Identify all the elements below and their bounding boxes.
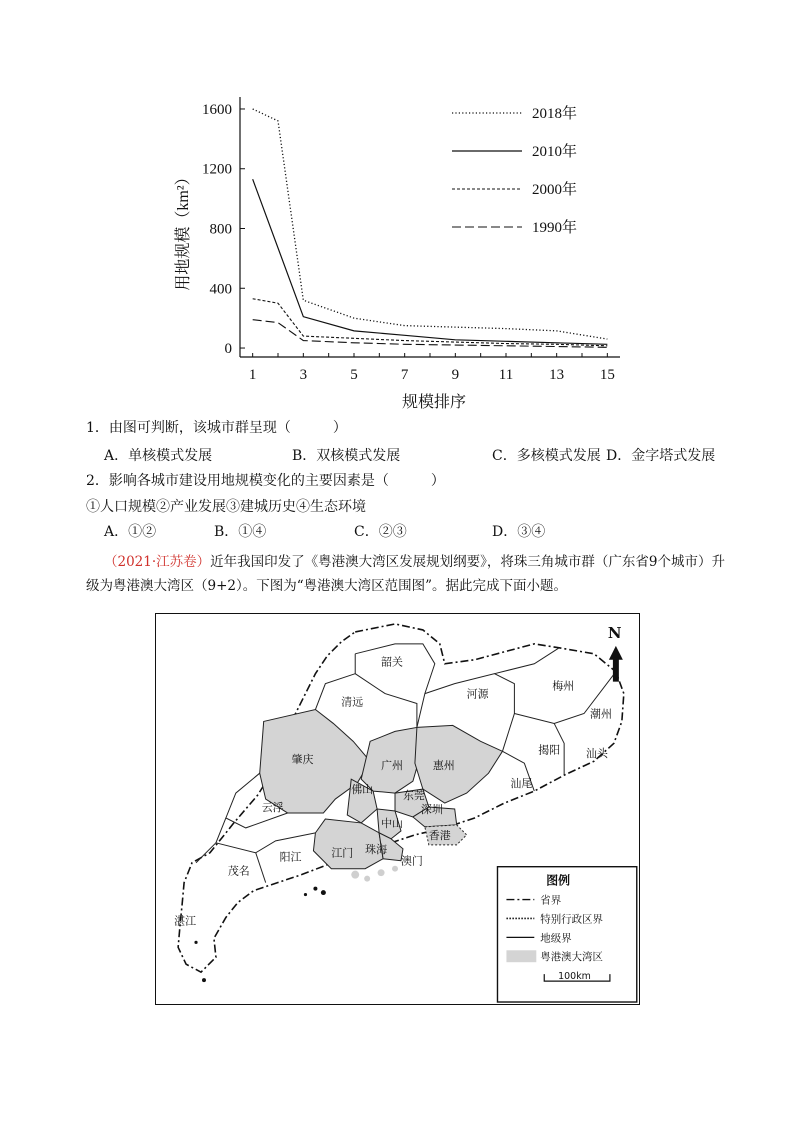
q1-option-d: D．金字塔式发展 bbox=[606, 448, 716, 464]
city-label-macao: 澳门 bbox=[400, 854, 423, 868]
question-1-stem: 1．由图可判断，该城市群呈现（ ） bbox=[86, 420, 347, 436]
q2-option-d: D．③④ bbox=[492, 524, 546, 540]
q1-option-c: C．多核模式发展 bbox=[492, 448, 601, 464]
city-label-hongkong: 香港 bbox=[428, 828, 451, 842]
north-label: N bbox=[607, 623, 622, 642]
city-label-shenzhen: 深圳 bbox=[420, 802, 443, 816]
city-label-zhanjiang: 湛江 bbox=[174, 914, 197, 928]
city-label-guangzhou: 广州 bbox=[381, 759, 403, 773]
y-tick-label: 400 bbox=[209, 281, 232, 298]
city-label-yunfu: 云浮 bbox=[261, 800, 284, 814]
question-2-factors: ①人口规模②产业发展③建城历史④生态环境 bbox=[86, 499, 366, 515]
x-tick-label: 13 bbox=[549, 367, 565, 383]
y-tick-label: 1600 bbox=[202, 101, 232, 118]
legend-item-prefecture: 地级界 bbox=[540, 932, 572, 945]
y-tick-label: 0 bbox=[224, 341, 232, 358]
city-label-maoming: 茂名 bbox=[227, 864, 250, 878]
legend-scale: 100km bbox=[558, 971, 591, 983]
q2-option-b: B．①④ bbox=[214, 524, 267, 540]
city-label-heyuan: 河源 bbox=[466, 687, 489, 701]
city-label-chaozhou: 潮州 bbox=[590, 707, 612, 721]
city-label-dongguan: 东莞 bbox=[402, 789, 425, 803]
greater-bay-area-map bbox=[155, 613, 640, 1005]
city-label-shantou: 汕头 bbox=[586, 747, 608, 761]
x-tick-label: 5 bbox=[350, 367, 358, 383]
city-label-huizhou: 惠州 bbox=[432, 759, 455, 773]
x-tick-label: 1 bbox=[248, 367, 257, 383]
legend-label-1990: 1990年 bbox=[532, 220, 578, 236]
legend-item-province: 省界 bbox=[540, 894, 562, 907]
x-axis-label: 规模排序 bbox=[401, 394, 467, 411]
series-line-2000 bbox=[253, 299, 608, 346]
question-2-stem: 2．影响各城市建设用地规模变化的主要因素是（ ） bbox=[86, 473, 445, 489]
x-tick-label: 9 bbox=[451, 367, 460, 383]
legend-title: 图例 bbox=[546, 873, 571, 888]
city-label-zhongshan: 中山 bbox=[381, 816, 403, 830]
intro-text: 近年我国印发了《粤港澳大湾区发展规划纲要》，将珠三角城市群（广东省9个城市）升级为粤港澳大湾区（9+2）。下图为“粤港澳大湾区范围图”。据此完成下面小题。 bbox=[86, 554, 725, 594]
city-label-shanwei: 汕尾 bbox=[510, 777, 533, 791]
land-use-scale-chart bbox=[160, 85, 640, 415]
material-intro bbox=[86, 550, 736, 598]
legend-item-sar: 特别行政区界 bbox=[540, 913, 603, 926]
city-label-foshan: 佛山 bbox=[351, 783, 374, 797]
y-tick-label: 1200 bbox=[202, 161, 232, 178]
map-drawing bbox=[156, 614, 639, 1004]
city-label-jieyang: 揭阳 bbox=[538, 743, 561, 757]
x-tick-label: 7 bbox=[400, 367, 409, 383]
legend-item-bay-area: 粤港澳大湾区 bbox=[540, 951, 603, 964]
q1-option-a: A．单核模式发展 bbox=[104, 448, 213, 464]
x-tick-label: 11 bbox=[498, 367, 514, 383]
city-label-qingyuan: 清远 bbox=[341, 695, 364, 709]
legend-label-2000: 2000年 bbox=[532, 182, 578, 198]
x-tick-label: 15 bbox=[599, 367, 615, 383]
q2-option-a: A．①② bbox=[104, 524, 157, 540]
series-line-2010 bbox=[253, 179, 608, 344]
city-label-zhuhai: 珠海 bbox=[365, 842, 388, 856]
city-label-yangjiang: 阳江 bbox=[279, 850, 302, 864]
y-tick-label: 800 bbox=[209, 221, 232, 238]
city-label-jiangmen: 江门 bbox=[331, 846, 354, 860]
legend-label-2018: 2018年 bbox=[532, 106, 578, 122]
q1-option-b: B．双核模式发展 bbox=[292, 448, 401, 464]
x-tick-label: 3 bbox=[299, 367, 308, 383]
source-tag: （2021·江苏卷） bbox=[104, 554, 211, 570]
map-legend bbox=[497, 867, 636, 1002]
city-label-zhaoqing: 肇庆 bbox=[291, 753, 314, 767]
city-label-meizhou: 梅州 bbox=[552, 679, 575, 693]
q2-option-c: C．②③ bbox=[354, 524, 407, 540]
city-label-shaoguan: 韶关 bbox=[381, 655, 403, 669]
y-axis-label: 用地规模（km²） bbox=[175, 169, 192, 291]
legend-label-2010: 2010年 bbox=[532, 144, 578, 160]
